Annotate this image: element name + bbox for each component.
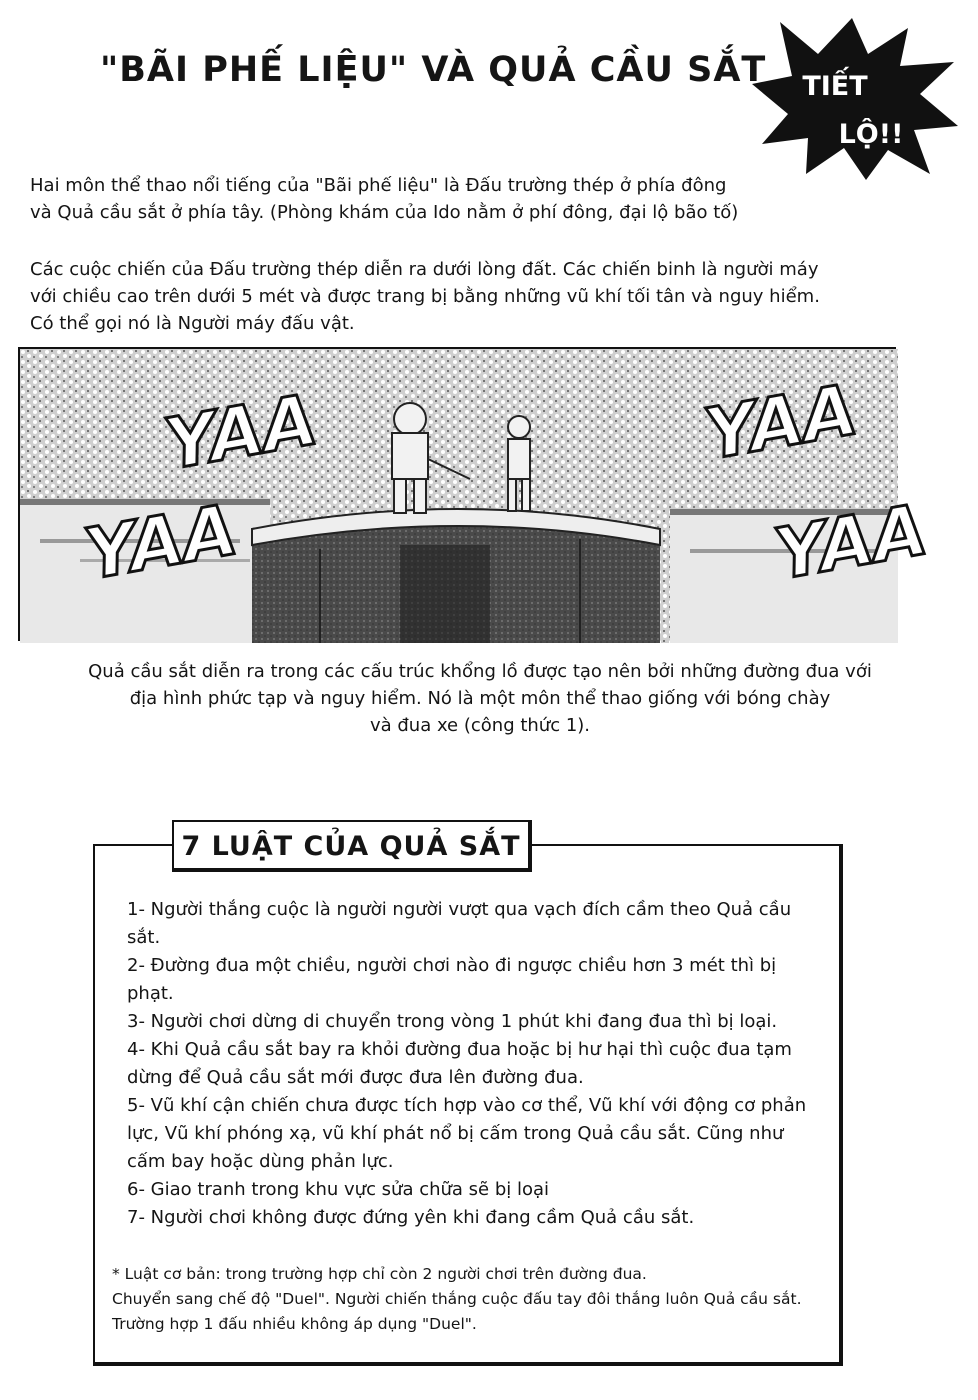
rule-item: 5- Vũ khí cận chiến chưa được tích hợp vào cơ thể, Vũ khí với động cơ phản lực, Vũ khí phóng xạ, vũ khí phát nổ bị cấm trong Quả cầu sắt. Cũng như cấm bay hoặc dùng phản lực. [127,1095,807,1172]
note-line: Chuyển sang chế độ "Duel". Người chiến thắng cuộc đấu tay đôi thắng luôn Quả cầu sắt. [112,1290,802,1308]
sfx-yaa-2: YAA [78,488,243,596]
badge-line2: LỘ!! [838,119,904,150]
rule-item: 4- Khi Quả cầu sắt bay ra khỏi đường đua hoặc bị hư hại thì cuộc đua tạm dừng để Quả cầu sắt mới được đưa lên đường đua. [127,1039,792,1088]
rules-header [172,820,532,872]
note-line: * Luật cơ bản: trong trường hợp chỉ còn 2 người chơi trên đường đua. [112,1265,647,1283]
badge-line1: TIẾT [802,71,868,102]
rules-header-text: 7 LUẬT CỦA QUẢ SẮT [181,831,521,862]
reveal-burst-badge [748,14,962,182]
rule-item: 1- Người thắng cuộc là người người vượt qua vạch đích cầm theo Quả cầu sắt. [127,899,792,948]
rule-item: 6- Giao tranh trong khu vực sửa chữa sẽ bị loại [127,1179,550,1200]
note-line: Trường hợp 1 đấu nhiều không áp dụng "Duel". [112,1315,477,1333]
steel-arena-paragraph: Các cuộc chiến của Đấu trường thép diễn ra dưới lòng đất. Các chiến binh là người máy với chiều cao trên dưới 5 mét và được trang bị bằng những vũ khí tối tân và nguy hiểm. Có thể gọi nó là Người máy đấu vật. [30,259,820,334]
iron-ball-paragraph: Quả cầu sắt diễn ra trong các cấu trúc khổng lồ được tạo nên bởi những đường đua với địa hình phức tạp và nguy hiểm. Nó là một môn thể thao giống với bóng chày và đua xe (công thức 1). [88,661,872,736]
sfx-yaa-4: YAA [768,488,933,596]
rule-item: 3- Người chơi dừng di chuyển trong vòng 1 phút khi đang đua thì bị loại. [127,1011,778,1032]
page-title: "BÃI PHẾ LIỆU" VÀ QUẢ CẦU SẮT [100,50,767,90]
sfx-yaa-1: YAA [158,378,323,486]
rule-item: 7- Người chơi không được đứng yên khi đang cầm Quả cầu sắt. [127,1207,695,1228]
rules-list [127,896,827,1232]
arena-illustration [18,347,933,641]
intro-paragraph: Hai môn thể thao nổi tiếng của "Bãi phế liệu" là Đấu trường thép ở phía đông và Quả cầu sắt ở phía tây. (Phòng khám của Ido nằm ở phí đông, đại lộ bão tố) [30,175,739,223]
basic-rule-note [112,1262,842,1337]
sfx-yaa-3: YAA [698,368,863,476]
rule-item: 2- Đường đua một chiều, người chơi nào đi ngược chiều hơn 3 mét thì bị phạt. [127,955,777,1004]
